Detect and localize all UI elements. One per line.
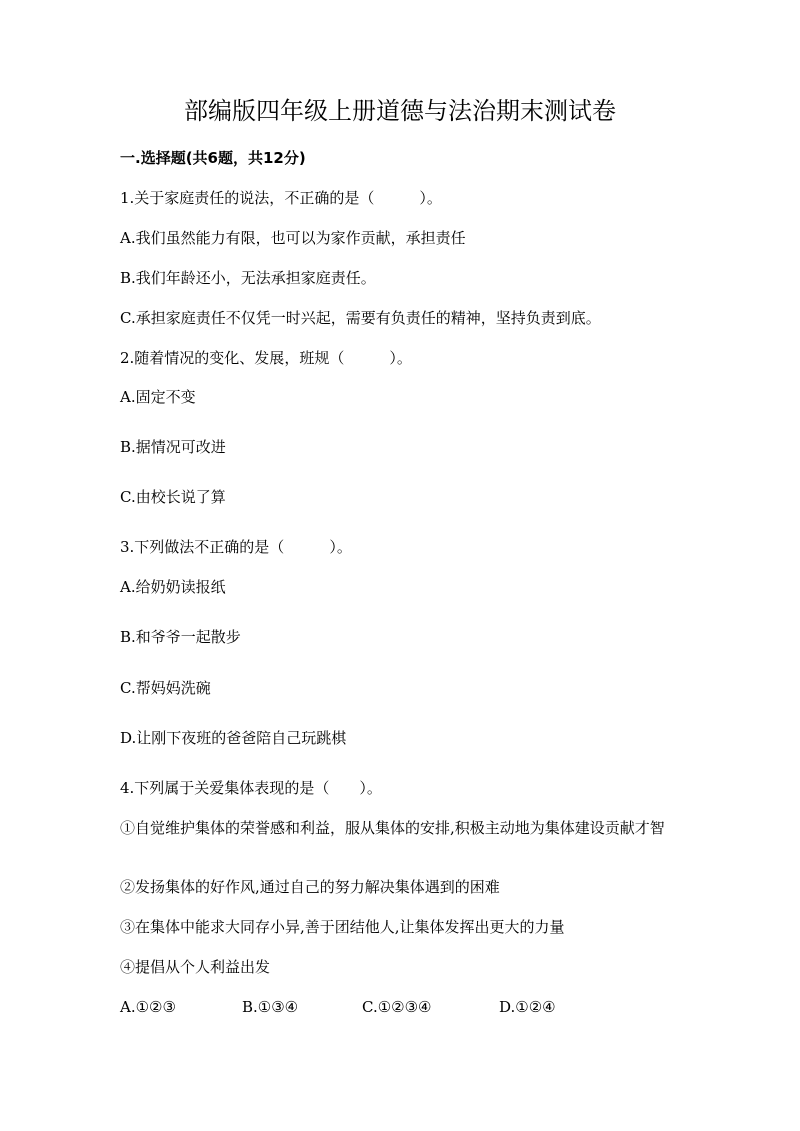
question-4-statement-1: ①自觉维护集体的荣誉感和利益，服从集体的安排,积极主动地为集体建设贡献才智 [120,819,665,837]
question-3-option-d: D.让刚下夜班的爸爸陪自己玩跳棋 [120,729,347,747]
section-heading: 一.选择题(共6题，共12分) [120,149,306,167]
question-1-option-b: B.我们年龄还小，无法承担家庭责任。 [120,269,376,287]
question-4-statement-3: ③在集体中能求大同存小异,善于团结他人,让集体发挥出更大的力量 [120,918,565,936]
question-3-option-a: A.给奶奶读报纸 [120,578,226,596]
question-2-option-c: C.由校长说了算 [120,488,226,506]
question-4-option-d: D.①②④ [499,998,556,1016]
question-4-statement-4: ④提倡从个人利益出发 [120,958,271,976]
question-3-option-b: B.和爷爷一起散步 [120,628,241,646]
question-4-option-c: C.①②③④ [362,998,432,1016]
question-2-option-a: A.固定不变 [120,388,196,406]
page-title: 部编版四年级上册道德与法治期末测试卷 [184,97,616,125]
question-3-stem: 3.下列做法不正确的是（ ）。 [120,538,352,556]
question-1-option-c: C.承担家庭责任不仅凭一时兴起，需要有负责任的精神，坚持负责到底。 [120,309,601,327]
question-4-option-a: A.①②③ [120,998,176,1016]
question-2-option-b: B.据情况可改进 [120,438,226,456]
question-4-statement-2: ②发扬集体的好作风,通过自己的努力解决集体遇到的困难 [120,878,500,896]
question-4-option-b: B.①③④ [242,998,299,1016]
question-1-option-a: A.我们虽然能力有限，也可以为家作贡献，承担责任 [120,229,466,247]
question-2-stem: 2.随着情况的变化、发展，班规（ ）。 [120,349,412,367]
question-4-stem: 4.下列属于关爱集体表现的是（ ）。 [120,779,382,797]
question-3-option-c: C.帮妈妈洗碗 [120,679,211,697]
question-1-stem: 1.关于家庭责任的说法，不正确的是（ ）。 [120,189,442,207]
